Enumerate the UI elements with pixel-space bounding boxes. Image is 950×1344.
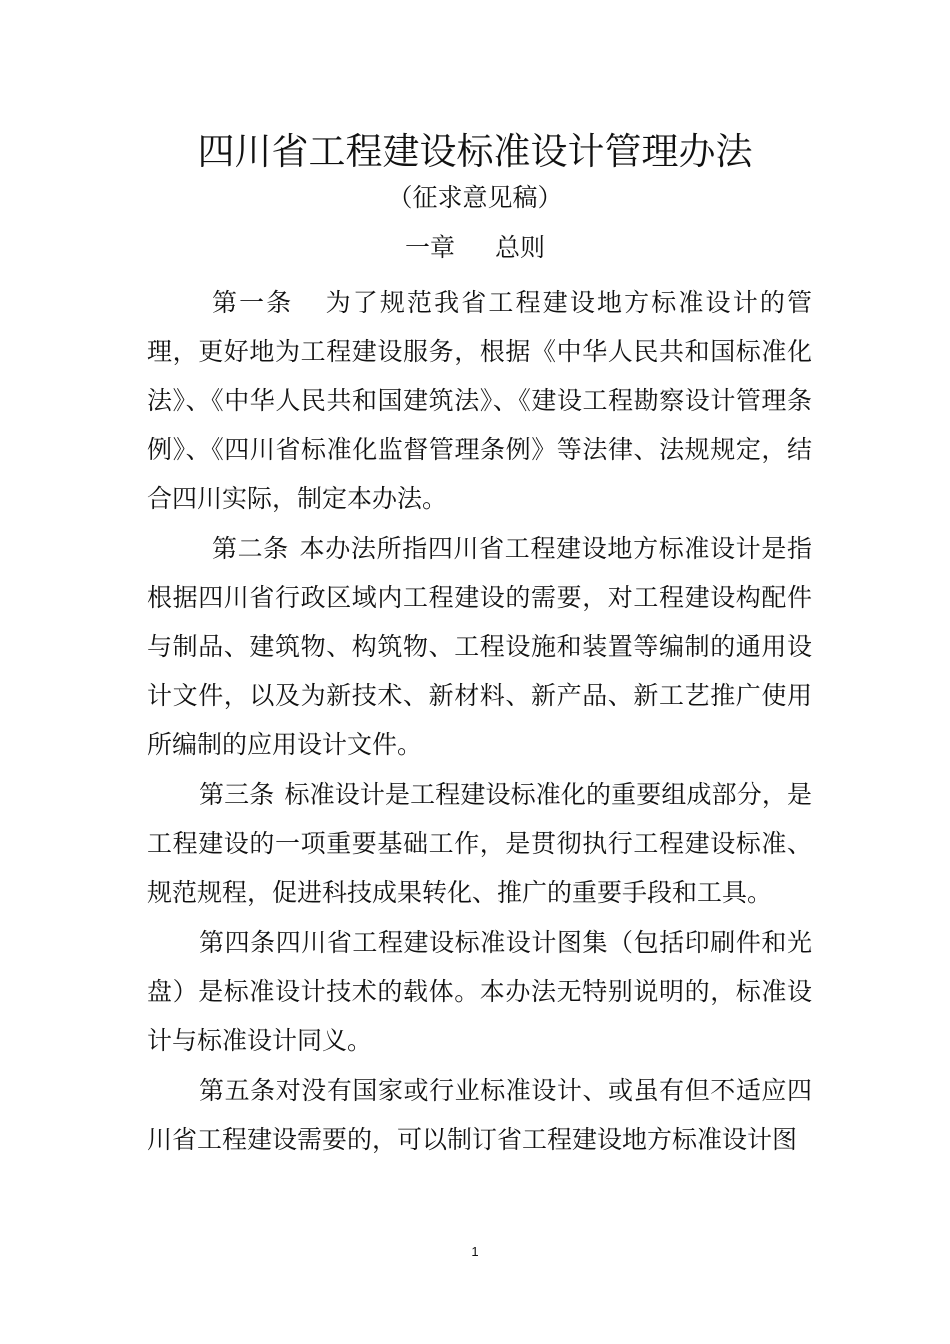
- article-text: 为了规范我省工程建设地方标准设计的管理，更好地为工程建设服务，根据《中华人民共和国标准化法》、《中华人民共和国建筑法》、《建设工程勘察设计管理条例》、《四川省标准化监督管理条例》等法律、法规规定，结合四川实际，制定本办法。: [147, 288, 812, 513]
- article-text: 本办法所指四川省工程建设地方标准设计是指根据四川省行政区域内工程建设的需要，对工程建设构配件与制品、建筑物、构筑物、工程设施和装置等编制的通用设计文件，以及为新技术、新材料、新产品、新工艺推广使用所编制的应用设计文件。: [147, 534, 812, 759]
- chapter-name: 总则: [495, 233, 546, 262]
- document-subtitle: （征求意见稿）: [387, 183, 563, 212]
- chapter-heading: [0, 228, 950, 268]
- article-5: [147, 1066, 812, 1164]
- document-body: [147, 278, 812, 1165]
- article-3: [147, 770, 812, 917]
- article-label: 第四条: [199, 928, 276, 957]
- chapter-number: 一章: [404, 233, 455, 262]
- article-text: 四川省工程建设标准设计图集（包括印刷件和光盘）是标准设计技术的载体。本办法无特别说明的，标准设计与标准设计同义。: [147, 928, 812, 1055]
- article-label: 第三条: [199, 780, 275, 809]
- page-number: 1: [471, 1244, 479, 1259]
- article-4: [147, 918, 812, 1065]
- article-1: [147, 278, 812, 523]
- article-label: 第二条: [212, 534, 289, 563]
- article-label: 第五条: [199, 1076, 276, 1105]
- article-text: 标准设计是工程建设标准化的重要组成部分，是工程建设的一项重要基础工作，是贯彻执行工程建设标准、规范规程，促进科技成果转化、推广的重要手段和工具。: [147, 780, 812, 907]
- article-label: 第一条: [212, 288, 294, 317]
- article-2: [147, 524, 812, 769]
- document-title: 四川省工程建设标准设计管理办法: [197, 130, 753, 173]
- article-text: 对没有国家或行业标准设计、或虽有但不适应四川省工程建设需要的，可以制订省工程建设地方标准设计图: [147, 1076, 812, 1154]
